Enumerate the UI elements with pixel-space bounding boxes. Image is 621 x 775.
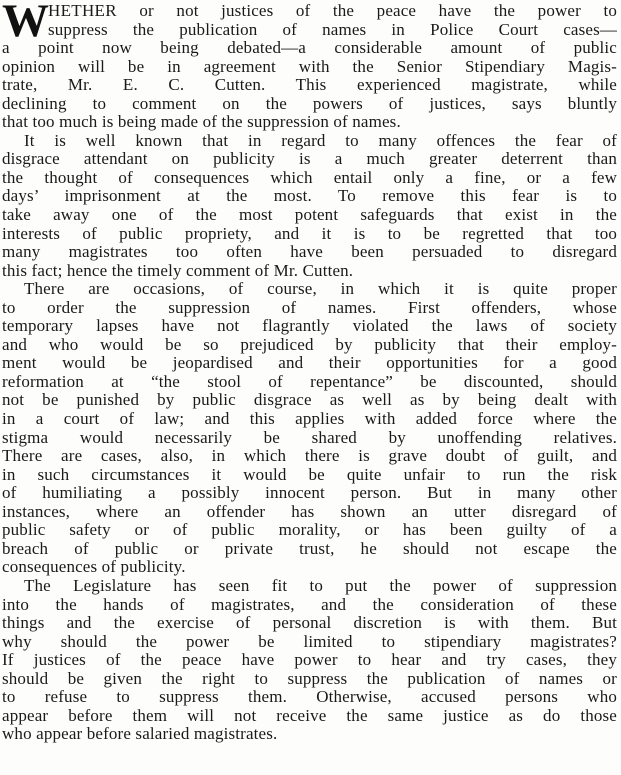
- text-line: There are cases, also, in which there is grave doubt of guilt, and: [2, 447, 617, 466]
- text-line: why should the power be limited to stipendiary magistrates?: [2, 632, 617, 651]
- text-line: If justices of the peace have power to hear and try cases, they: [2, 651, 617, 670]
- text-line: should be given the right to suppress the publication of names or: [2, 669, 617, 688]
- text-line: many magistrates too often have been persuaded to disregard: [2, 243, 617, 262]
- text-line: a point now being debated—a considerable amount of public: [2, 39, 617, 58]
- text-line: opinion will be in agreement with the Senior Stipendiary Magis-: [2, 57, 617, 76]
- text-line: appear before them will not receive the same justice as do those: [2, 706, 617, 725]
- opening-word: HETHER: [48, 2, 117, 20]
- text-line: breach of public or private trust, he should not escape the: [2, 539, 617, 558]
- text-line: stigma would necessarily be shared by unoffending relatives.: [2, 428, 617, 447]
- text-line: It is well known that in regard to many offences the fear of: [24, 131, 617, 150]
- text-line: into the hands of magistrates, and the consideration of these: [2, 595, 617, 614]
- text-line: disgrace attendant on publicity is a much greater deterrent than: [2, 150, 617, 169]
- text-line: that too much is being made of the suppression of names.: [2, 113, 401, 132]
- text-line: not be punished by public disgrace as well as by being dealt with: [2, 391, 617, 410]
- text-line: take away one of the most potent safeguards that exist in the: [2, 206, 617, 225]
- text-line: reformation at “the stool of repentance” be discounted, should: [2, 372, 617, 391]
- text-line: to order the suppression of names. First offenders, whose: [2, 298, 617, 317]
- text-line: the thought of consequences which entail only a fine, or a few: [2, 168, 617, 187]
- text-line: in such circumstances it would be quite unfair to run the risk: [2, 465, 617, 484]
- text-line: days’ imprisonment at the most. To remove this fear is to: [2, 187, 617, 206]
- text-line: to refuse to suppress them. Otherwise, accused persons who: [2, 688, 617, 707]
- text-line: in a court of law; and this applies with added force where the: [2, 410, 617, 429]
- text-line: The Legislature has seen fit to put the power of suppression: [24, 576, 617, 595]
- text-line: ment would be jeopardised and their opportunities for a good: [2, 354, 617, 373]
- line-text: or not justices of the peace have the power to: [116, 2, 617, 20]
- text-line: of humiliating a possibly innocent person. But in many other: [2, 484, 617, 503]
- text-line: trate, Mr. E. C. Cutten. This experienced magistrate, while: [2, 76, 617, 95]
- text-line: interests of public propriety, and it is to be regretted that too: [2, 224, 617, 243]
- text-line: temporary lapses have not flagrantly violated the laws of society: [2, 317, 617, 336]
- text-line: public safety or of public morality, or has been guilty of a: [2, 521, 617, 540]
- text-line: There are occasions, of course, in which it is quite proper: [24, 280, 617, 299]
- text-line: who appear before salaried magistrates.: [2, 725, 278, 744]
- text-line: [2, 2, 617, 21]
- text-line: and who would be so prejudiced by publicity that their employ-: [2, 335, 617, 354]
- text-line: declining to comment on the powers of justices, says bluntly: [2, 94, 617, 113]
- text-line: instances, where an offender has shown an utter disregard of: [2, 502, 617, 521]
- text-line: suppress the publication of names in Police Court cases—: [48, 20, 617, 39]
- text-line: things and the exercise of personal discretion is with them. But: [2, 614, 617, 633]
- text-line: consequences of publicity.: [2, 558, 186, 577]
- drop-cap: W: [2, 0, 49, 47]
- article-text: [2, 2, 617, 744]
- text-line: this fact; hence the timely comment of Mr. Cutten.: [2, 261, 354, 280]
